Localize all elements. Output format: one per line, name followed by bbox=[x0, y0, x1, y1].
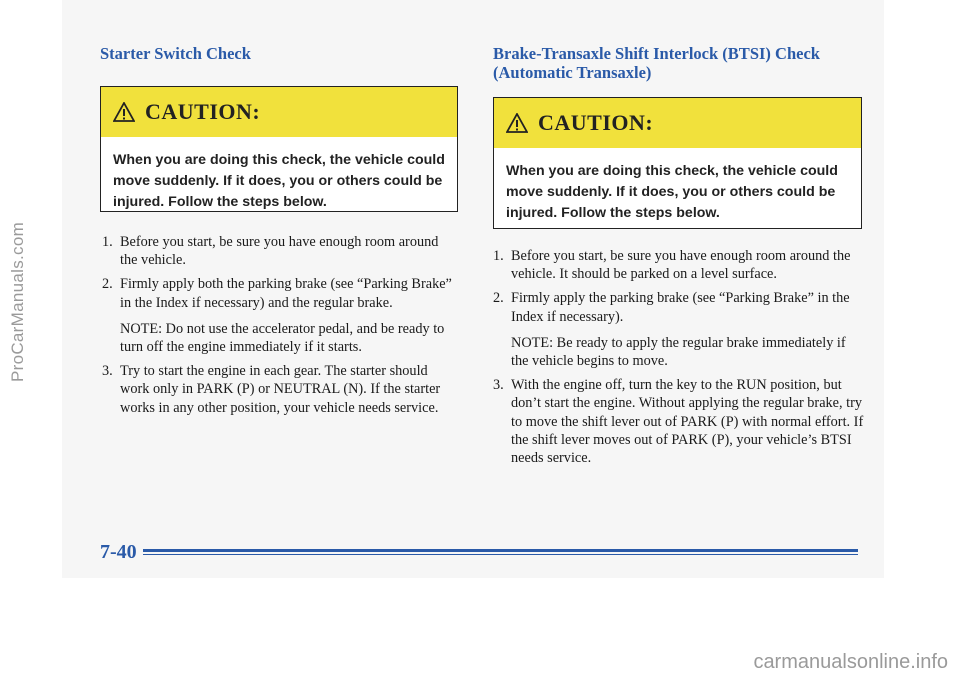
right-step-2 bbox=[493, 289, 865, 370]
left-caution-text: When you are doing this check, the vehicle could move suddenly. If it does, you or others could be injured. Follow the steps below. bbox=[113, 152, 445, 210]
left-caution-box bbox=[100, 86, 458, 212]
bottom-watermark: carmanualsonline.info bbox=[753, 651, 948, 673]
right-heading bbox=[493, 44, 820, 82]
page-number: 7-40 bbox=[100, 541, 137, 563]
right-step-3 bbox=[493, 376, 865, 467]
step-text: With the engine off, turn the key to the RUN position, but don’t start the engine. Without applying the regular brake, try to move the shift lever out of PARK (P) with normal effort. If the shift lever moves out of PARK (P), your vehicle’s BTSI needs service. bbox=[511, 377, 864, 467]
right-step-1 bbox=[493, 247, 865, 283]
right-caution-text: When you are doing this check, the vehicle could move suddenly. If it does, you or others could be injured. Follow the steps below. bbox=[506, 163, 838, 221]
side-watermark: ProCarManuals.com bbox=[8, 221, 27, 382]
left-steps bbox=[102, 233, 454, 423]
step-number: 3. bbox=[102, 363, 113, 380]
left-step-3 bbox=[102, 362, 454, 417]
step-number: 3. bbox=[493, 377, 504, 394]
step-text: Firmly apply both the parking brake (see “Parking Brake” in the Index if necessary) and the regular brake. bbox=[120, 276, 452, 311]
step-number: 2. bbox=[493, 290, 504, 307]
step-text: Before you start, be sure you have enough room around the vehicle. bbox=[120, 234, 439, 269]
step-text: Try to start the engine in each gear. The starter should work only in PARK (P) or NEUTRAL (N). If the starter works in any other position, your vehicle needs service. bbox=[120, 363, 441, 416]
step-note: NOTE: Do not use the accelerator pedal, and be ready to turn off the engine immediately if it starts. bbox=[120, 320, 445, 356]
step-number: 1. bbox=[493, 248, 504, 264]
left-heading: Starter Switch Check bbox=[100, 44, 251, 63]
step-number: 1. bbox=[102, 234, 113, 250]
left-step-2 bbox=[102, 275, 454, 356]
footer-rule-thin bbox=[143, 554, 858, 555]
warning-triangle-icon bbox=[506, 113, 528, 133]
right-heading-line2: (Automatic Transaxle) bbox=[493, 63, 652, 82]
warning-triangle-icon bbox=[113, 102, 135, 122]
right-steps bbox=[493, 247, 865, 473]
step-note: NOTE: Be ready to apply the regular brake immediately if the vehicle begins to move. bbox=[511, 334, 846, 370]
right-caution-title: CAUTION: bbox=[538, 110, 654, 135]
step-text: Before you start, be sure you have enough room around the vehicle. It should be parked on a level surface. bbox=[511, 248, 851, 283]
right-caution-band bbox=[494, 98, 861, 148]
right-caution-box bbox=[493, 97, 862, 229]
right-heading-line1: Brake-Transaxle Shift Interlock (BTSI) Check bbox=[493, 44, 820, 63]
footer-rule bbox=[143, 549, 858, 552]
left-step-1 bbox=[102, 233, 454, 269]
left-caution-title: CAUTION: bbox=[145, 99, 261, 124]
step-number: 2. bbox=[102, 276, 113, 293]
left-caution-band bbox=[101, 87, 457, 137]
step-text: Firmly apply the parking brake (see “Parking Brake” in the Index if necessary). bbox=[511, 290, 850, 325]
